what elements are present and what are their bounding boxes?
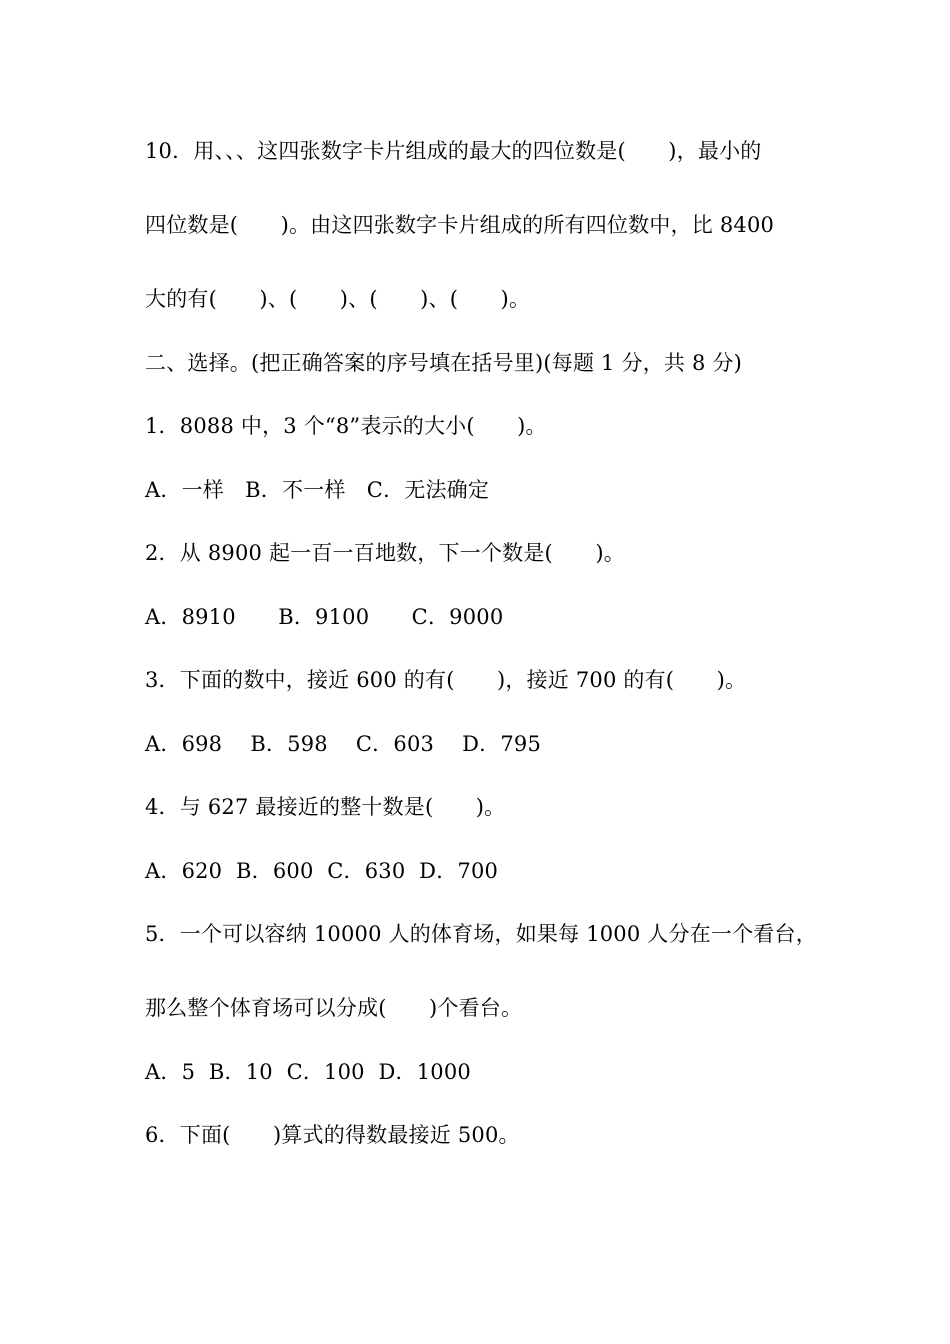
question-5-line-2: 那么整个体育场可以分成( )个看台。 [145, 996, 523, 1020]
question-4: 4．与 627 最接近的整十数是( )。 [145, 795, 506, 819]
question-2: 2．从 8900 起一百一百地数，下一个数是( )。 [145, 541, 625, 565]
question-10-line-2: 四位数是( )。由这四张数字卡片组成的所有四位数中，比 8400 [145, 213, 775, 237]
question-1-options: A．一样 B．不一样 C．无法确定 [145, 478, 490, 502]
question-10-line-3: 大的有( )、( )、( )、( )。 [145, 287, 531, 311]
section-2-heading: 二、选择。(把正确答案的序号填在括号里)(每题 1 分，共 8 分) [145, 351, 742, 375]
question-5-options: A．5 B．10 C．100 D．1000 [145, 1060, 471, 1084]
question-2-options: A．8910 B．9100 C．9000 [145, 605, 504, 629]
question-1: 1．8088 中，3 个“8”表示的大小( )。 [145, 414, 547, 438]
question-3: 3．下面的数中，接近 600 的有( )，接近 700 的有( )。 [145, 668, 747, 692]
question-6: 6．下面( )算式的得数最接近 500。 [145, 1123, 520, 1147]
question-5-line-1: 5．一个可以容纳 10000 人的体育场，如果每 1000 人分在一个看台， [145, 922, 817, 946]
question-4-options: A．620 B．600 C．630 D．700 [145, 859, 499, 883]
question-10-line-1: 10．用、、、这四张数字卡片组成的最大的四位数是( )，最小的 [145, 139, 762, 163]
question-3-options: A．698 B．598 C．603 D．795 [145, 732, 542, 756]
